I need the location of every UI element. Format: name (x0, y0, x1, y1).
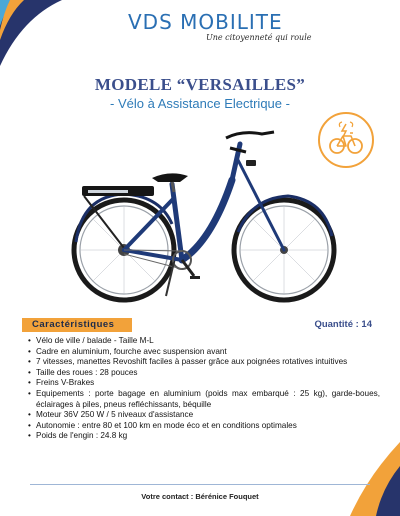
contact-line: Votre contact : Bérénice Fouquet (141, 492, 259, 501)
brand-slogan: Une citoyenneté qui roule (206, 33, 312, 42)
spec-item: • 7 vitesses, manettes Revoshift faciles à passer grâce aux poignées rotatives intuitives (28, 357, 380, 368)
spec-item: • Autonomie : entre 80 et 100 km en mode éco et en conditions optimales (28, 421, 380, 432)
spec-item: • Equipements : porte bagage en aluminium (poids max embarqué : 25 kg), garde-boues, éclairages à piles, pneus refléchissants, béquille (28, 389, 380, 410)
brand-name: VDS MOBILITE (128, 10, 283, 34)
spec-item: • Freins V-Brakes (28, 378, 380, 389)
spec-item: • Taille des roues : 28 pouces (28, 368, 380, 379)
bicycle-image (62, 120, 342, 310)
bottom-right-corner-decoration (310, 436, 400, 516)
spec-item: • Vélo de ville / balade - Taille M-L (28, 336, 380, 347)
page-title: MODELE “VERSAILLES” (94, 75, 306, 94)
spec-item: • Cadre en aluminium, fourche avec suspension avant (28, 347, 380, 358)
section-title: Caractéristiques (32, 319, 115, 330)
brand-logo (128, 6, 312, 50)
top-left-corner-decoration (0, 0, 70, 70)
page-subtitle: - Vélo à Assistance Electrique - (110, 96, 290, 111)
quantity-label: Quantité : 14 (314, 319, 372, 330)
footer-divider (30, 484, 370, 485)
specs-list (28, 336, 380, 442)
spec-item: • Poids de l'engin : 24.8 kg (28, 431, 380, 442)
spec-item: • Moteur 36V 250 W / 5 niveaux d'assistance (28, 410, 380, 421)
